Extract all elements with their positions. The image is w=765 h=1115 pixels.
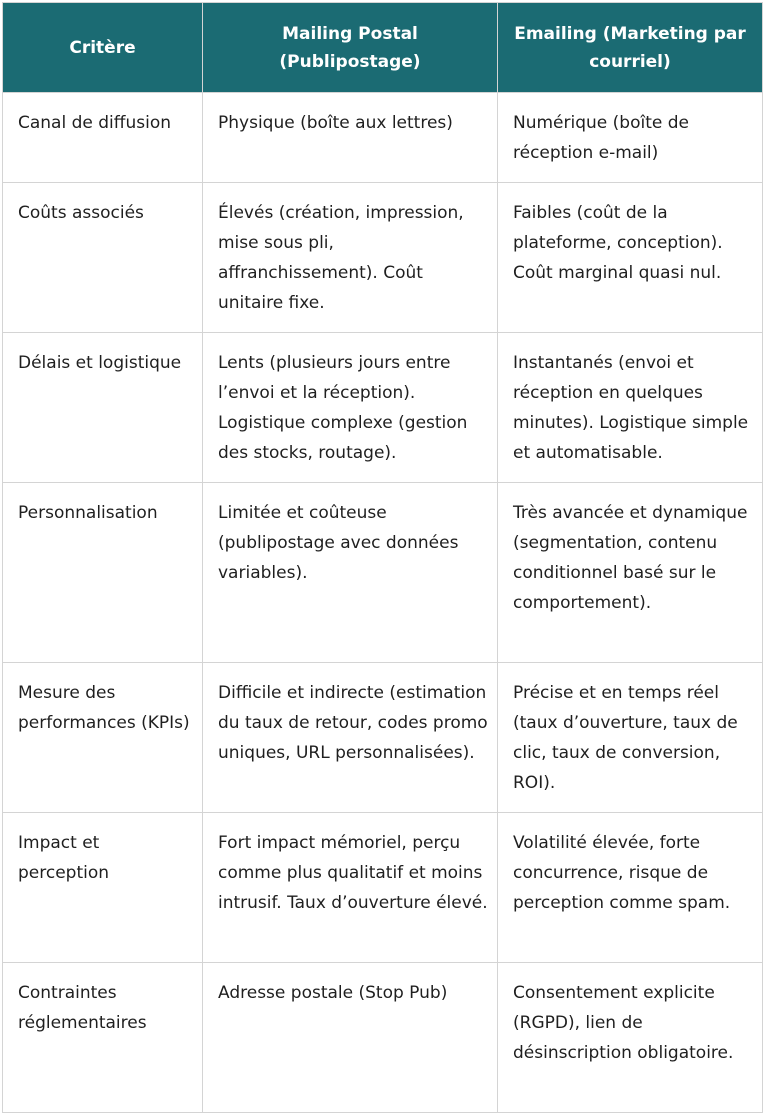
criterion-cell: Impact et perception [3, 813, 203, 963]
header-email: Emailing (Marketing par courriel) [498, 3, 763, 93]
header-postal: Mailing Postal (Publipostage) [203, 3, 498, 93]
postal-cell: Adresse postale (Stop Pub) [203, 963, 498, 1113]
postal-cell: Lents (plusieurs jours entre l’envoi et la réception). Logistique complexe (gestion des stocks, routage). [203, 333, 498, 483]
postal-cell: Difficile et indirecte (estimation du taux de retour, codes promo uniques, URL personnalisées). [203, 663, 498, 813]
table-body [3, 93, 763, 1113]
email-cell: Numérique (boîte de réception e-mail) [498, 93, 763, 183]
email-cell: Instantanés (envoi et réception en quelques minutes). Logistique simple et automatisable. [498, 333, 763, 483]
email-cell: Très avancée et dynamique (segmentation, contenu conditionnel basé sur le comportement). [498, 483, 763, 663]
table-row [3, 663, 763, 813]
table-header [3, 3, 763, 93]
criterion-cell: Canal de diffusion [3, 93, 203, 183]
email-cell: Volatilité élevée, forte concurrence, risque de perception comme spam. [498, 813, 763, 963]
criterion-cell: Coûts associés [3, 183, 203, 333]
header-criterion: Critère [3, 3, 203, 93]
criterion-cell: Délais et logistique [3, 333, 203, 483]
table-row [3, 813, 763, 963]
email-cell: Précise et en temps réel (taux d’ouverture, taux de clic, taux de conversion, ROI). [498, 663, 763, 813]
email-cell: Consentement explicite (RGPD), lien de désinscription obligatoire. [498, 963, 763, 1113]
criterion-cell: Contraintes réglementaires [3, 963, 203, 1113]
criterion-cell: Personnalisation [3, 483, 203, 663]
table-row [3, 183, 763, 333]
table-row [3, 93, 763, 183]
postal-cell: Fort impact mémoriel, perçu comme plus qualitatif et moins intrusif. Taux d’ouverture élevé. [203, 813, 498, 963]
table-row [3, 333, 763, 483]
table-row [3, 483, 763, 663]
header-row [3, 3, 763, 93]
postal-cell: Élevés (création, impression, mise sous pli, affranchissement). Coût unitaire fixe. [203, 183, 498, 333]
criterion-cell: Mesure des performances (KPIs) [3, 663, 203, 813]
postal-cell: Physique (boîte aux lettres) [203, 93, 498, 183]
email-cell: Faibles (coût de la plateforme, conception). Coût marginal quasi nul. [498, 183, 763, 333]
comparison-table [2, 2, 763, 1113]
postal-cell: Limitée et coûteuse (publipostage avec données variables). [203, 483, 498, 663]
table-row [3, 963, 763, 1113]
